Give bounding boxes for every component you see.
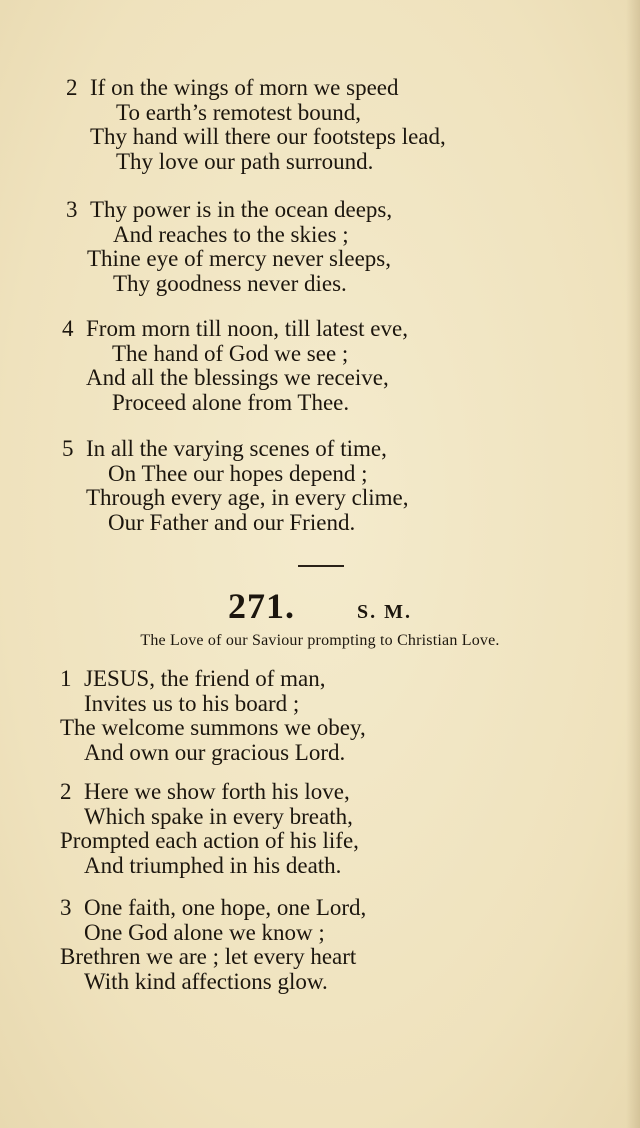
verse-line — [62, 437, 409, 462]
stanza — [66, 76, 446, 174]
verse-line: Thy goodness never dies. — [113, 270, 347, 296]
verse-line — [62, 317, 408, 342]
stanza — [60, 780, 359, 878]
verse-line — [60, 780, 359, 805]
hymn-heading — [0, 585, 640, 627]
verse-line: And own our gracious Lord. — [84, 739, 346, 765]
verse-text: In all the varying scenes of time, — [86, 436, 387, 461]
verse-line: One God alone we know ; — [84, 919, 325, 945]
verse-text: If on the wings of morn we speed — [90, 75, 399, 100]
hymn-meter: S. M. — [357, 601, 412, 623]
section-divider — [298, 565, 344, 567]
stanza-number: 3 — [60, 895, 72, 920]
verse-line: And reaches to the skies ; — [113, 221, 349, 247]
verse-line: With kind affections glow. — [84, 968, 328, 994]
stanza-number: 2 — [66, 75, 78, 100]
verse-text: One faith, one hope, one Lord, — [84, 895, 367, 920]
verse-line — [60, 896, 366, 921]
hymn-title: The Love of our Saviour prompting to Christian Love. — [140, 632, 500, 649]
stanza-number: 4 — [62, 316, 74, 341]
verse-text: JESUS, the friend of man, — [84, 666, 326, 691]
page-gutter-shadow — [626, 0, 640, 1128]
verse-line: Brethren we are ; let every heart — [60, 944, 357, 969]
stanza — [62, 437, 409, 535]
hymn-number: 271. — [228, 586, 295, 626]
verse-line: Which spake in every breath, — [84, 803, 353, 829]
verse-line: Thy love our path surround. — [116, 148, 374, 174]
stanza — [62, 317, 408, 415]
stanza-number: 2 — [60, 779, 72, 804]
verse-text: From morn till noon, till latest eve, — [86, 316, 408, 341]
verse-line — [66, 76, 446, 101]
verse-line: Invites us to his board ; — [84, 690, 300, 716]
verse-line: The welcome summons we obey, — [60, 715, 366, 740]
stanza-number: 1 — [60, 666, 72, 691]
verse-text: Here we show forth his love, — [84, 779, 350, 804]
verse-line: And triumphed in his death. — [84, 852, 342, 878]
verse-line: Proceed alone from Thee. — [112, 389, 350, 415]
verse-line: Thy hand will there our footsteps lead, — [90, 124, 446, 149]
verse-line: Through every age, in every clime, — [86, 485, 409, 510]
stanza — [60, 667, 366, 765]
verse-line: Our Father and our Friend. — [108, 509, 356, 535]
verse-line: To earth’s remotest bound, — [116, 99, 361, 125]
verse-line: Thine eye of mercy never sleeps, — [87, 246, 391, 271]
verse-line — [66, 198, 392, 223]
verse-line: The hand of God we see ; — [112, 340, 349, 366]
verse-text: Thy power is in the ocean deeps, — [90, 197, 393, 222]
stanza — [60, 896, 366, 994]
stanza-number: 5 — [62, 436, 74, 461]
stanza — [66, 198, 392, 296]
verse-line: On Thee our hopes depend ; — [108, 460, 368, 486]
verse-line — [60, 667, 366, 692]
verse-line: And all the blessings we receive, — [86, 365, 389, 390]
verse-line: Prompted each action of his life, — [60, 828, 359, 853]
stanza-number: 3 — [66, 197, 78, 222]
